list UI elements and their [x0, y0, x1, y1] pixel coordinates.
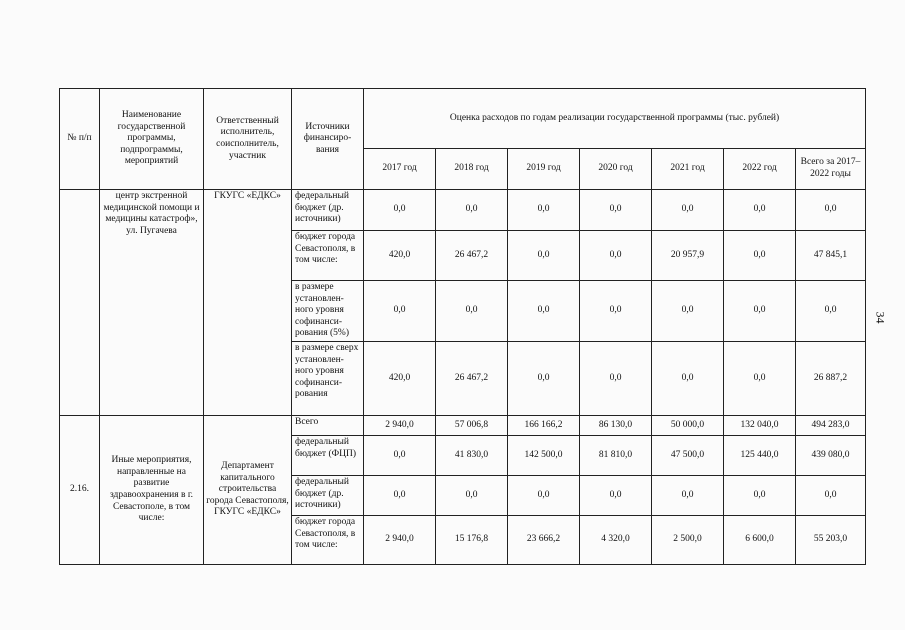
header-year-2020: 2020 год — [580, 149, 652, 190]
funding-source: Всего — [292, 416, 364, 436]
value-cell: 23 666,2 — [508, 516, 580, 565]
value-cell: 0,0 — [508, 281, 580, 342]
value-cell: 420,0 — [364, 231, 436, 281]
value-cell: 26 467,2 — [436, 342, 508, 416]
header-year-2022: 2022 год — [724, 149, 796, 190]
value-cell: 6 600,0 — [724, 516, 796, 565]
value-cell: 81 810,0 — [580, 436, 652, 476]
value-cell: 0,0 — [508, 190, 580, 231]
value-cell: 20 957,9 — [652, 231, 724, 281]
value-cell: 142 500,0 — [508, 436, 580, 476]
value-cell: 0,0 — [580, 231, 652, 281]
value-cell: 0,0 — [364, 436, 436, 476]
value-cell: 0,0 — [652, 281, 724, 342]
value-cell: 50 000,0 — [652, 416, 724, 436]
responsible-party: Департамент капитального строительства города Севастополя, ГКУГС «ЕДКС» — [204, 416, 292, 565]
value-cell: 0,0 — [796, 476, 866, 516]
value-cell: 0,0 — [580, 190, 652, 231]
value-cell: 26 467,2 — [436, 231, 508, 281]
funding-source: федеральный бюджет (ФЦП) — [292, 436, 364, 476]
value-cell: 0,0 — [724, 476, 796, 516]
header-name: Наименование государственной программы, подпрограммы, мероприятий — [100, 89, 204, 190]
value-cell: 0,0 — [436, 190, 508, 231]
value-cell: 0,0 — [724, 342, 796, 416]
value-cell: 2 940,0 — [364, 516, 436, 565]
header-year-2021: 2021 год — [652, 149, 724, 190]
value-cell: 0,0 — [508, 342, 580, 416]
value-cell: 0,0 — [364, 190, 436, 231]
header-year-2019: 2019 год — [508, 149, 580, 190]
row-number: 2.16. — [60, 416, 100, 565]
value-cell: 0,0 — [580, 476, 652, 516]
value-cell: 0,0 — [364, 281, 436, 342]
value-cell: 439 080,0 — [796, 436, 866, 476]
value-cell: 132 040,0 — [724, 416, 796, 436]
value-cell: 125 440,0 — [724, 436, 796, 476]
funding-source: бюджет города Севастополя, в том числе: — [292, 231, 364, 281]
value-cell: 41 830,0 — [436, 436, 508, 476]
value-cell: 0,0 — [580, 342, 652, 416]
funding-source: в размере сверх установлен-ного уровня софинанси-рования — [292, 342, 364, 416]
value-cell: 0,0 — [364, 476, 436, 516]
header-estimate: Оценка расходов по годам реализации государственной программы (тыс. рублей) — [364, 89, 866, 149]
measure-name: Иные мероприятия, направленные на развитие здравоохранения в г. Севастополе, в том числе: — [100, 416, 204, 565]
value-cell: 0,0 — [724, 231, 796, 281]
value-cell: 15 176,8 — [436, 516, 508, 565]
value-cell: 0,0 — [796, 190, 866, 231]
measure-name: центр экстренной медицинской помощи и медицины катастроф», ул. Пугачева — [100, 190, 204, 416]
value-cell: 0,0 — [724, 190, 796, 231]
value-cell: 0,0 — [724, 281, 796, 342]
value-cell: 0,0 — [652, 342, 724, 416]
responsible-party: ГКУГС «ЕДКС» — [204, 190, 292, 416]
value-cell: 0,0 — [652, 476, 724, 516]
value-cell: 0,0 — [508, 231, 580, 281]
value-cell: 0,0 — [796, 281, 866, 342]
funding-source: бюджет города Севастополя, в том числе: — [292, 516, 364, 565]
row-number — [60, 190, 100, 416]
value-cell: 26 887,2 — [796, 342, 866, 416]
value-cell: 57 006,8 — [436, 416, 508, 436]
table-row — [60, 190, 866, 231]
value-cell: 86 130,0 — [580, 416, 652, 436]
header-year-2017: 2017 год — [364, 149, 436, 190]
header-responsible: Ответственный исполнитель, соисполнитель, участник — [204, 89, 292, 190]
value-cell: 2 940,0 — [364, 416, 436, 436]
value-cell: 494 283,0 — [796, 416, 866, 436]
value-cell: 0,0 — [580, 281, 652, 342]
table-row — [60, 416, 866, 436]
funding-source: в размере установлен-ного уровня софинанси-рования (5%) — [292, 281, 364, 342]
value-cell: 0,0 — [436, 476, 508, 516]
value-cell: 0,0 — [508, 476, 580, 516]
value-cell: 0,0 — [436, 281, 508, 342]
header-total: Всего за 2017–2022 годы — [796, 149, 866, 190]
value-cell: 47 845,1 — [796, 231, 866, 281]
funding-source: федеральный бюджет (др. источники) — [292, 190, 364, 231]
value-cell: 420,0 — [364, 342, 436, 416]
value-cell: 2 500,0 — [652, 516, 724, 565]
value-cell: 166 166,2 — [508, 416, 580, 436]
value-cell: 4 320,0 — [580, 516, 652, 565]
header-num: № п/п — [60, 89, 100, 190]
header-sources: Источники финансиро-вания — [292, 89, 364, 190]
funding-source: федеральный бюджет (др. источники) — [292, 476, 364, 516]
value-cell: 55 203,0 — [796, 516, 866, 565]
value-cell: 0,0 — [652, 190, 724, 231]
value-cell: 47 500,0 — [652, 436, 724, 476]
budget-table — [59, 88, 866, 565]
page-number: 34 — [873, 311, 888, 324]
header-year-2018: 2018 год — [436, 149, 508, 190]
